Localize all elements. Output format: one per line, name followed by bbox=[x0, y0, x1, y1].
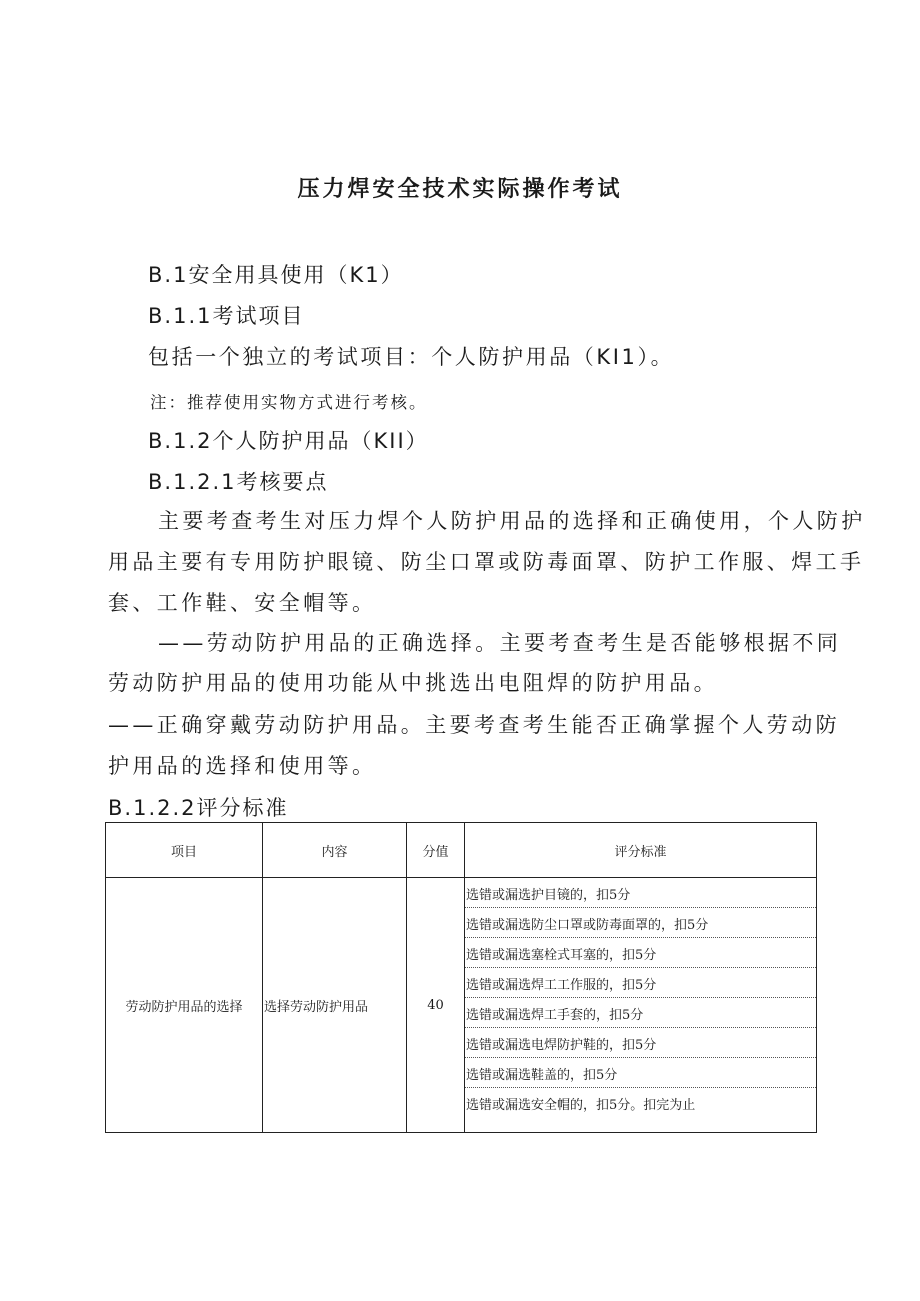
page-title: 压力焊安全技术实际操作考试 bbox=[297, 177, 623, 202]
criteria-item: 选错或漏选护目镜的，扣5分 bbox=[465, 878, 816, 908]
header-item: 项目 bbox=[106, 823, 263, 878]
criteria-item: 选错或漏选焊工手套的，扣5分 bbox=[465, 998, 816, 1028]
criteria-item: 选错或漏选焊工工作服的，扣5分 bbox=[465, 968, 816, 998]
criteria-item: 选错或漏选鞋盖的，扣5分 bbox=[465, 1058, 816, 1088]
criteria-item: 选错或漏选安全帽的，扣5分。扣完为止 bbox=[466, 1098, 696, 1113]
criteria-item: 选错或漏选塞栓式耳塞的，扣5分 bbox=[465, 938, 816, 968]
paragraph-line: 护用品的选择和使用等。 bbox=[108, 754, 377, 778]
table-header-row bbox=[106, 823, 817, 878]
paragraph-line: ——劳动防护用品的正确选择。主要考查考生是否能够根据不同 bbox=[158, 631, 842, 655]
header-criteria: 评分标准 bbox=[465, 823, 817, 878]
section-heading-b1-2-1: B.1.2.1考核要点 bbox=[148, 470, 329, 494]
table-row bbox=[106, 878, 817, 1133]
section-heading-b1-1: B.1.1考试项目 bbox=[148, 304, 305, 328]
note-text: 注：推荐使用实物方式进行考核。 bbox=[150, 393, 428, 412]
cell-item: 劳动防护用品的选择 bbox=[106, 878, 263, 1133]
exam-item-text: 包括一个独立的考试项目：个人防护用品（KI1）。 bbox=[148, 345, 675, 369]
header-content: 内容 bbox=[263, 823, 407, 878]
section-heading-b1: B.1安全用具使用（K1） bbox=[148, 263, 404, 287]
cell-content: 选择劳动防护用品 bbox=[263, 878, 407, 1133]
criteria-item: 选错或漏选防尘口罩或防毒面罩的，扣5分 bbox=[465, 908, 816, 938]
cell-criteria bbox=[465, 878, 817, 1133]
scoring-table bbox=[105, 822, 817, 1133]
paragraph-line: 套、工作鞋、安全帽等。 bbox=[108, 591, 377, 615]
section-heading-b1-2-2: B.1.2.2评分标准 bbox=[108, 796, 289, 820]
paragraph-line: 用品主要有专用防护眼镜、防尘口罩或防毒面罩、防护工作服、焊工手 bbox=[108, 550, 865, 574]
paragraph-line: ——正确穿戴劳动防护用品。主要考查考生能否正确掌握个人劳动防 bbox=[108, 713, 840, 737]
header-score: 分值 bbox=[407, 823, 465, 878]
criteria-item: 选错或漏选电焊防护鞋的，扣5分 bbox=[465, 1028, 816, 1058]
section-heading-b1-2: B.1.2个人防护用品（KII） bbox=[148, 429, 429, 453]
paragraph-line: 主要考查考生对压力焊个人防护用品的选择和正确使用，个人防护 bbox=[158, 509, 866, 533]
paragraph-line: 劳动防护用品的使用功能从中挑选出电阻焊的防护用品。 bbox=[108, 671, 718, 695]
cell-score: 40 bbox=[407, 878, 465, 1133]
